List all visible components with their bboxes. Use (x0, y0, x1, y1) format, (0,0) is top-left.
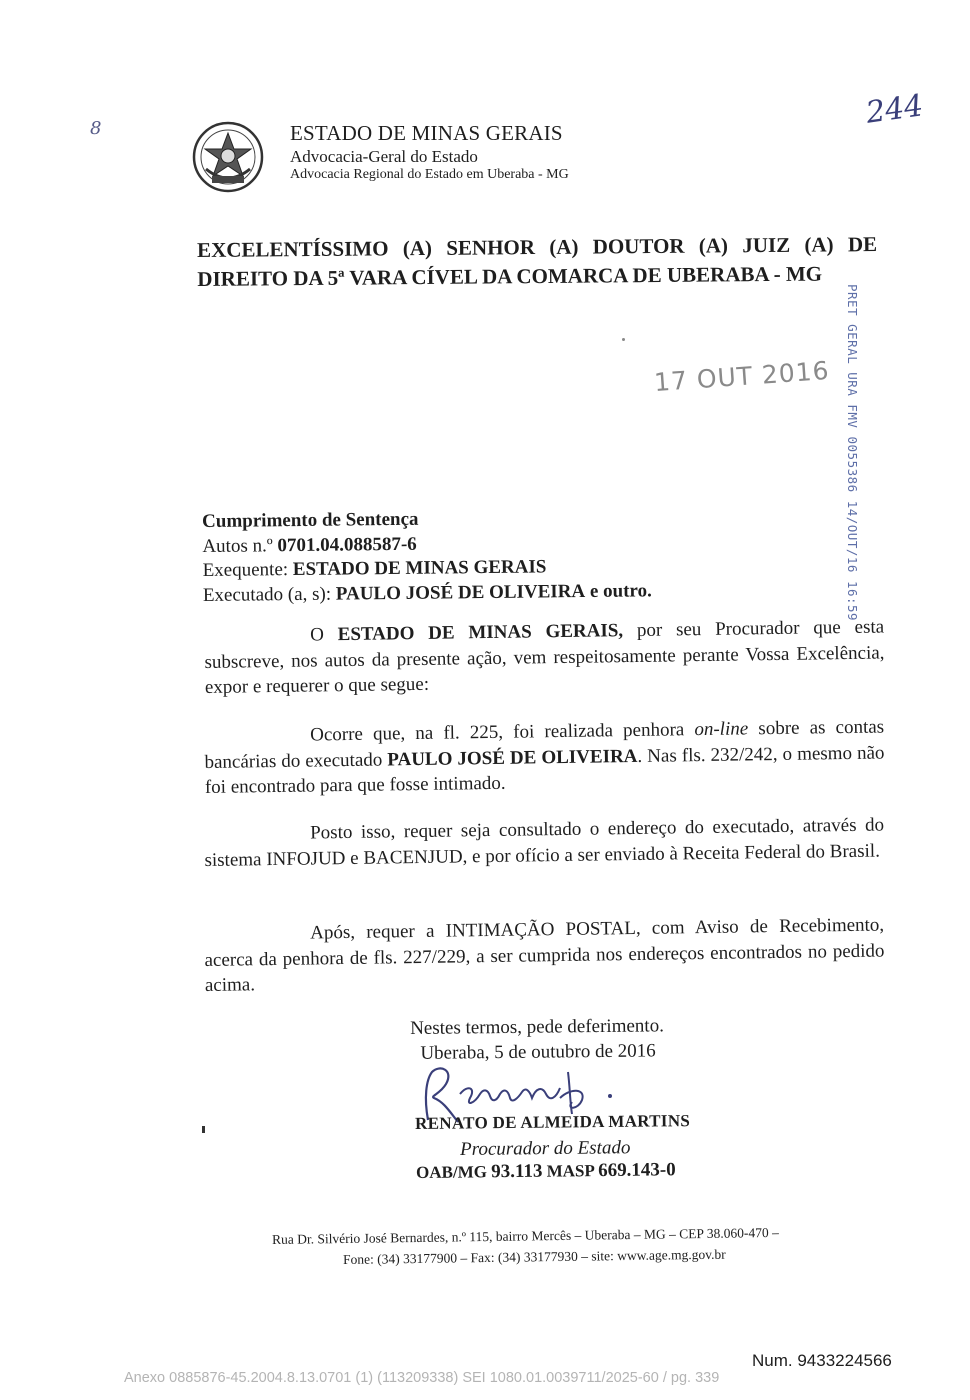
paragraph-intro (204, 615, 885, 701)
paragraph-penhora (204, 715, 885, 801)
oab-number: 93.113 (491, 1160, 543, 1183)
executado-suffix: e outro. (589, 579, 652, 602)
executado-label: Executado (a, s): (202, 583, 332, 606)
paragraph-request (204, 813, 885, 873)
paragraph-intimacao (204, 913, 885, 999)
masp-label: MASP (546, 1161, 594, 1181)
p2-b: sobre as contas bancárias do executado (204, 716, 885, 773)
protocol-stamp: PRET GERAL URA FMV 0055386 14/OUT/16 16:59 (845, 284, 860, 622)
p2-bold: PAULO JOSÉ DE OLIVEIRA (387, 745, 638, 770)
exequente-name: ESTADO DE MINAS GERAIS (292, 556, 547, 581)
exequente-label: Exequente: (202, 559, 289, 581)
p2-a: Ocorre que, na fl. 225, foi realizada penhora (310, 719, 695, 746)
footer-address: Rua Dr. Silvério José Bernardes, n.º 115, bairro Mercês – Uberaba – MG – CEP 38.060-470 – (272, 1224, 779, 1247)
handwritten-corner-mark: 8 (90, 118, 102, 139)
annex-reference: Anexo 0885876-45.2004.8.13.0701 (1) (113209338) SEI 1080.01.0039711/2025-60 / pg. 339 (124, 1370, 720, 1386)
document-number: Num. 9433224566 (752, 1351, 892, 1370)
oab-label: OAB/MG (416, 1162, 488, 1182)
p1-bold: ESTADO DE MINAS GERAIS, (337, 620, 624, 646)
recipient-line-2: DIREITO DA 5ª VARA CÍVEL DA COMARCA DE UBERABA - MG (197, 261, 823, 291)
date-stamp: 17 OUT 2016 (653, 355, 831, 398)
recipient-address (197, 230, 877, 294)
case-info (202, 505, 652, 608)
header-agency: Advocacia-Geral do Estado (290, 147, 478, 166)
signatory-title: Procurador do Estado (460, 1137, 631, 1160)
p3-text: Posto isso, requer seja consultado o endereço do executado, através do sistema INFOJUD e BACENJUD, e por ofício a ser enviado à Receita Federal do Brasil. (204, 814, 885, 871)
closing-line-1: Nestes termos, pede deferimento. (410, 1015, 665, 1039)
recipient-line-1: EXCELENTÍSSIMO (A) SENHOR (A) DOUTOR (A) JUIZ (A) DE (197, 232, 878, 262)
p1-rest: por seu Procurador que esta subscreve, nos autos da presente ação, vem respeitosamente perante Vossa Excelência, expor e requerer o que segue: (204, 616, 885, 698)
p2-italic: on-line (694, 718, 749, 741)
ink-dot (622, 338, 625, 341)
signatory-name: RENATO DE ALMEIDA MARTINS (415, 1111, 691, 1133)
header-regional: Advocacia Regional do Estado em Uberaba - MG (290, 167, 569, 182)
case-title: Cumprimento de Sentença (202, 508, 419, 532)
executado-name: PAULO JOSÉ DE OLIVEIRA (335, 580, 586, 605)
closing-date: Uberaba, 5 de outubro de 2016 (420, 1040, 656, 1064)
handwritten-page-number: 244 (863, 88, 926, 131)
signatory-registration (416, 1159, 676, 1184)
minas-gerais-coat-of-arms-icon (192, 121, 264, 193)
autos-label: Autos n.º (202, 534, 273, 557)
p2-c: . Nas fls. 232/242, o mesmo não foi encontrado para que fosse intimado. (204, 742, 885, 798)
p4-text: Após, requer a INTIMAÇÃO POSTAL, com Aviso de Recebimento, acerca da penhora de fls. 227/229, a ser cumprida nos endereços encontrados no pedido acima. (204, 914, 885, 996)
masp-number: 669.143-0 (598, 1159, 676, 1182)
autos-number: 0701.04.088587-6 (277, 533, 417, 556)
footer-contact: Fone: (34) 33177900 – Fax: (34) 33177930 – site: www.age.mg.gov.br (343, 1246, 726, 1267)
header-state: ESTADO DE MINAS GERAIS (290, 121, 563, 145)
margin-mark (202, 1126, 205, 1133)
p1-prefix: O (310, 624, 338, 646)
